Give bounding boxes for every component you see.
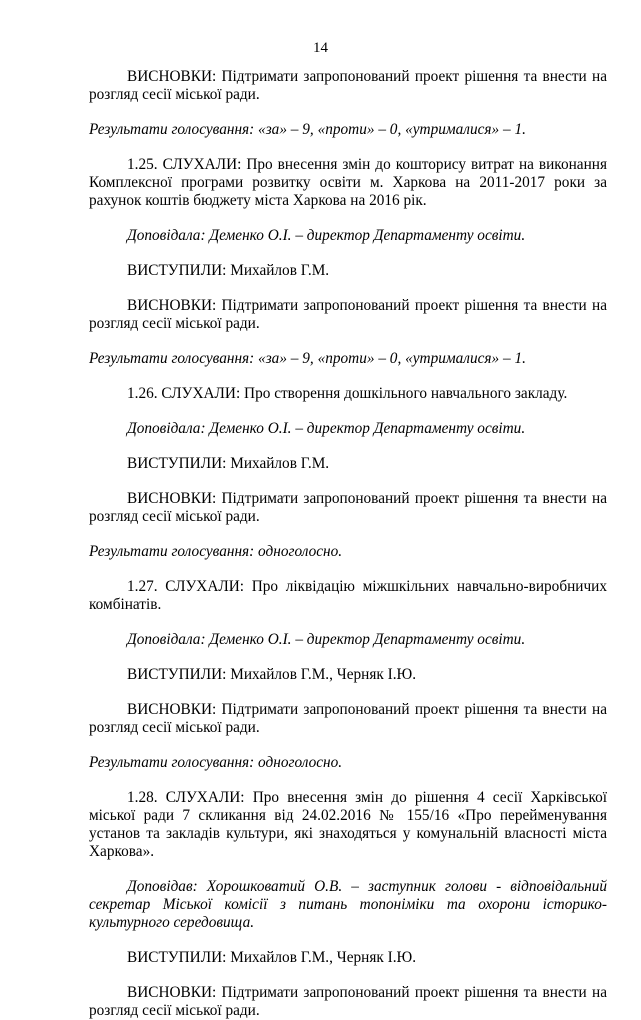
speaker-line: Доповідала: Деменко О.І. – директор Департаменту освіти. <box>127 227 526 244</box>
voting-results: Результати голосування: одноголосно. <box>89 754 343 771</box>
spoke-line: ВИСТУПИЛИ: Михайлов Г.М., Черняк І.Ю. <box>127 949 417 966</box>
agenda-item-1-26: 1.26. СЛУХАЛИ: Про створення дошкільного навчального закладу. <box>127 385 568 402</box>
spoke-line: ВИСТУПИЛИ: Михайлов Г.М. <box>127 455 330 472</box>
spoke-line: ВИСТУПИЛИ: Михайлов Г.М. <box>127 262 330 279</box>
voting-results: Результати голосування: «за» – 9, «проти» – 0, «утрималися» – 1. <box>89 350 526 367</box>
voting-results: Результати голосування: «за» – 9, «проти» – 0, «утрималися» – 1. <box>89 121 526 138</box>
agenda-item-1-28: 1.28. СЛУХАЛИ: Про внесення змін до рішення 4 сесії Харківської міської ради 7 скликання від 24.02.2016 № 155/16 «Про перейменування установ та закладів культури, які знаходяться у комунальній власності міста Харкова». <box>89 789 607 860</box>
conclusions-paragraph: ВИСНОВКИ: Підтримати запропонований проект рішення та внести на розгляд сесії міської ради. <box>89 297 607 332</box>
agenda-item-1-27: 1.27. СЛУХАЛИ: Про ліквідацію міжшкільних навчально-виробничих комбінатів. <box>89 578 607 613</box>
conclusions-paragraph: ВИСНОВКИ: Підтримати запропонований проект рішення та внести на розгляд сесії міської ради. <box>89 701 607 736</box>
conclusions-paragraph: ВИСНОВКИ: Підтримати запропонований проект рішення та внести на розгляд сесії міської ради. <box>89 490 607 525</box>
page-number: 14 <box>313 40 328 56</box>
speaker-line: Доповідала: Деменко О.І. – директор Департаменту освіти. <box>127 420 526 437</box>
conclusions-paragraph: ВИСНОВКИ: Підтримати запропонований проект рішення та внести на розгляд сесії міської ради. <box>89 984 607 1019</box>
conclusions-paragraph: ВИСНОВКИ: Підтримати запропонований проект рішення та внести на розгляд сесії міської ради. <box>89 68 607 103</box>
speaker-line: Доповідав: Хорошковатий О.В. – заступник голови - відповідальний секретар Міської комісії з питань топоніміки та охорони історико-культурного середовища. <box>89 878 607 931</box>
voting-results: Результати голосування: одноголосно. <box>89 543 343 560</box>
spoke-line: ВИСТУПИЛИ: Михайлов Г.М., Черняк І.Ю. <box>127 666 417 683</box>
agenda-item-1-25: 1.25. СЛУХАЛИ: Про внесення змін до кошторису витрат на виконання Комплексної програми розвитку освіти м. Харкова на 2011-2017 роки за рахунок коштів бюджету міста Харкова на 2016 рік. <box>89 156 607 209</box>
document-body <box>89 68 607 1020</box>
speaker-line: Доповідала: Деменко О.І. – директор Департаменту освіти. <box>127 631 526 648</box>
